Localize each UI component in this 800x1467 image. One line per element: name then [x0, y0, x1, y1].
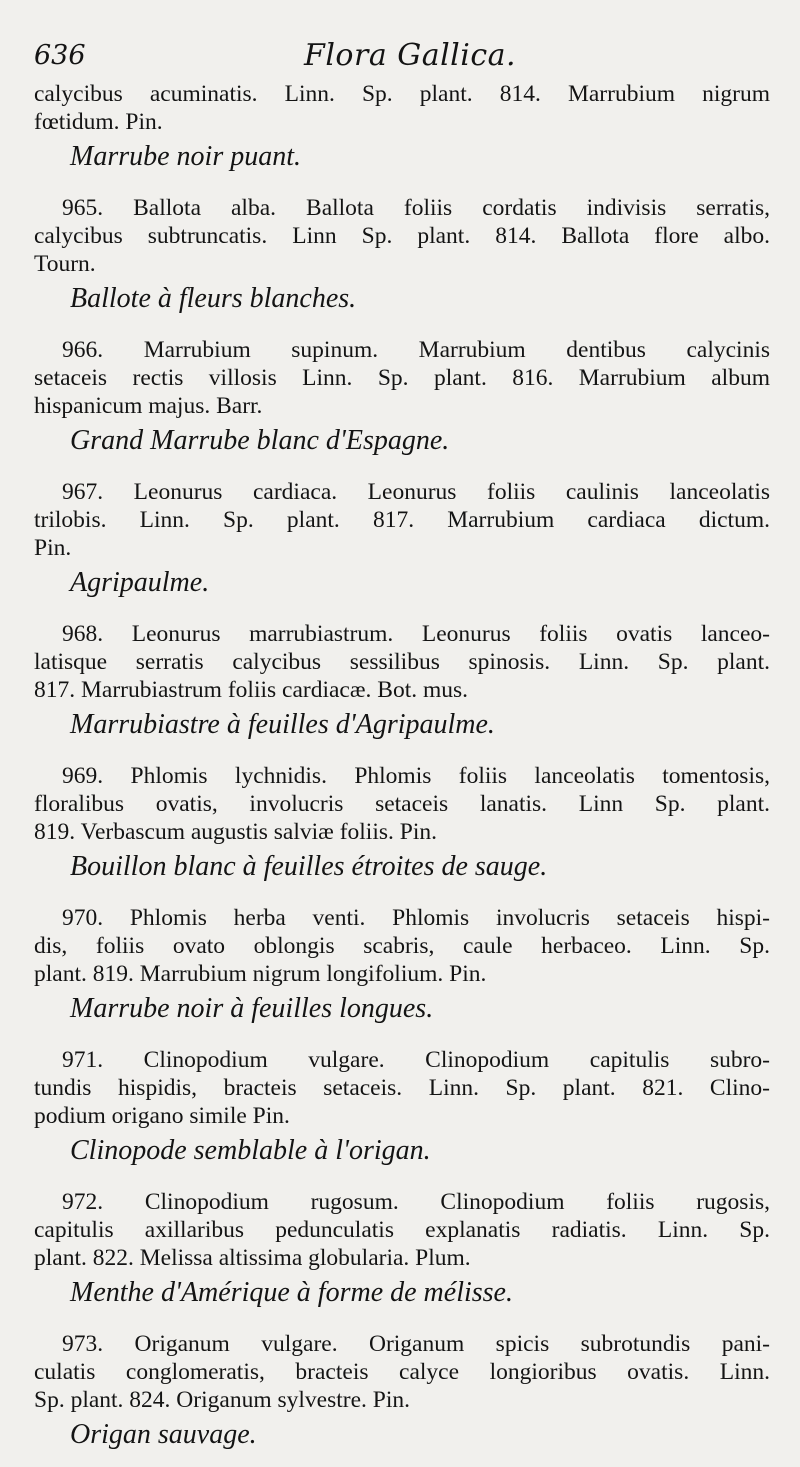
entry-text-line: 968. Leonurus marrubiastrum. Leonurus foliis ovatis lanceo-: [62, 621, 770, 647]
entry-text-line: trilobis. Linn. Sp. plant. 817. Marrubium cardiaca dictum.: [34, 507, 770, 533]
entry-text-line: plant. 822. Melissa altissima globularia. Plum.: [34, 1245, 471, 1271]
entry-text-line: 965. Ballota alba. Ballota foliis cordatis indivisis serratis,: [62, 195, 770, 221]
entry-text-line: Tourn.: [34, 251, 96, 277]
entry-text-line: setaceis rectis villosis Linn. Sp. plant. 816. Marrubium album: [34, 365, 770, 391]
french-common-name: Marrube noir puant.: [70, 141, 301, 172]
entry-text-line: 970. Phlomis herba venti. Phlomis involucris setaceis hispi-: [62, 905, 770, 931]
entry-text-line: dis, foliis ovato oblongis scabris, caule herbaceo. Linn. Sp.: [34, 933, 770, 959]
french-common-name: Ballote à fleurs blanches.: [70, 283, 357, 314]
page-number: 636: [34, 40, 86, 71]
entry-text-line: calycibus acuminatis. Linn. Sp. plant. 814. Marrubium nigrum: [34, 81, 770, 107]
entry-text-line: 972. Clinopodium rugosum. Clinopodium foliis rugosis,: [62, 1189, 770, 1215]
entry-text-line: 971. Clinopodium vulgare. Clinopodium capitulis subro-: [62, 1047, 770, 1073]
species-entry: [34, 478, 770, 600]
species-entry: [34, 1330, 770, 1452]
entry-text-line: 966. Marrubium supinum. Marrubium dentibus calycinis: [62, 337, 770, 363]
french-common-name: Grand Marrube blanc d'Espagne.: [70, 425, 450, 456]
french-common-name: Bouillon blanc à feuilles étroites de sauge.: [70, 851, 548, 882]
entry-text-line: culatis conglomeratis, bracteis calyce longioribus ovatis. Linn.: [34, 1359, 770, 1385]
entry-text-line: plant. 819. Marrubium nigrum longifolium. Pin.: [34, 961, 487, 987]
entry-text-line: capitulis axillaribus pedunculatis explanatis radiatis. Linn. Sp.: [34, 1217, 770, 1243]
entry-text-line: 819. Verbascum augustis salviæ foliis. Pin.: [34, 819, 437, 845]
species-entry: [34, 762, 770, 884]
entry-text-line: Pin.: [34, 535, 72, 561]
french-common-name: Clinopode semblable à l'origan.: [70, 1135, 431, 1166]
entry-text-line: 967. Leonurus cardiaca. Leonurus foliis caulinis lanceolatis: [62, 479, 770, 505]
species-entry: [34, 1046, 770, 1168]
species-entry: [34, 194, 770, 316]
french-common-name: Marrubiastre à feuilles d'Agripaulme.: [70, 709, 495, 740]
entry-text-line: 969. Phlomis lychnidis. Phlomis foliis lanceolatis tomentosis,: [62, 763, 770, 789]
french-common-name: Marrube noir à feuilles longues.: [70, 993, 434, 1024]
entry-text-line: 973. Origanum vulgare. Origanum spicis subrotundis pani-: [62, 1331, 770, 1357]
entry-text-line: Sp. plant. 824. Origanum sylvestre. Pin.: [34, 1387, 410, 1413]
species-entry: [34, 1188, 770, 1310]
species-entry: [34, 336, 770, 458]
french-common-name: Agripaulme.: [70, 567, 210, 598]
species-entry: [34, 904, 770, 1026]
french-common-name: Menthe d'Amérique à forme de mélisse.: [70, 1277, 513, 1308]
entry-text-line: 817. Marrubiastrum foliis cardiacæ. Bot. mus.: [34, 677, 469, 703]
entry-text-line: calycibus subtruncatis. Linn Sp. plant. 814. Ballota flore albo.: [34, 223, 770, 249]
species-entry: [34, 80, 770, 174]
french-common-name: Origan sauvage.: [70, 1419, 257, 1450]
entry-text-line: podium origano simile Pin.: [34, 1103, 290, 1129]
entry-text-line: hispanicum majus. Barr.: [34, 393, 263, 419]
entry-text-line: fœtidum. Pin.: [34, 109, 163, 135]
entry-text-line: latisque serratis calycibus sessilibus spinosis. Linn. Sp. plant.: [34, 649, 770, 675]
entry-text-line: tundis hispidis, bracteis setaceis. Linn. Sp. plant. 821. Clino-: [34, 1075, 770, 1101]
entry-text-line: floralibus ovatis, involucris setaceis lanatis. Linn Sp. plant.: [34, 791, 770, 817]
running-title: Flora Gallica.: [304, 38, 517, 73]
species-entry: [34, 620, 770, 742]
page-header: [34, 40, 770, 80]
